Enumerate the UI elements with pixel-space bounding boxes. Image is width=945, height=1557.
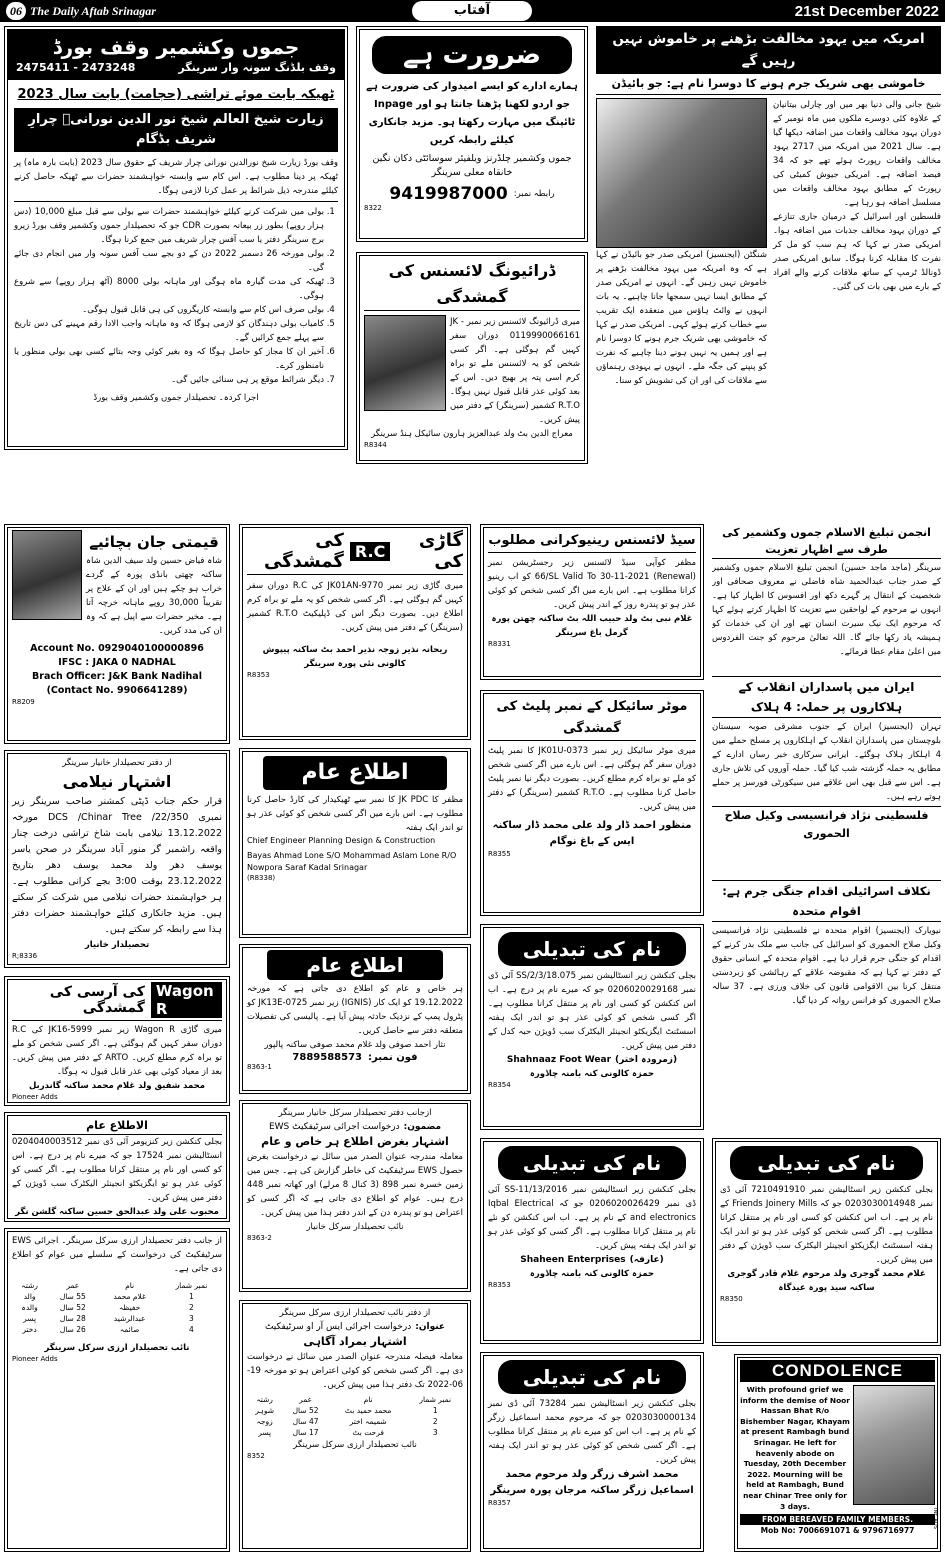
ad-code: R;8336	[12, 952, 38, 960]
dl-photo	[364, 315, 446, 411]
page-header	[0, 0, 945, 22]
waqf-condition: 7. دیگر شرائط موقع پر ہی سنائی جائیں گی۔	[14, 373, 324, 387]
issue-date: 21st December 2022	[794, 2, 939, 20]
wagonr-body: میری گاڑی Wagon R زیر نمبر JK16-5999 کی R.C دوران سفر کہیں گم ہوگئی ہے۔ اگر کسی شخص کو ملے تو براہ کرم مطلع کریں۔ ARTO کے دفتر میں پیش کریں۔ بعد از معیاد کوئی بھی عذر قابل قبول نہ ہوگا۔	[12, 1025, 222, 1077]
israel-headline: نکلاف اسرائیلی اقدام جنگی جرم ہے: اقوام متحدہ	[712, 881, 941, 922]
table-cell: نمبر شمار	[419, 1395, 452, 1404]
numberplate-body: میری موٹر سائیکل زیر نمبر JK01U-0373 کا نمبر پلیٹ دوران سفر گم ہوگئی ہے۔ اس بارے میں اگر کسی شخص کو ملے تو براہ کرم مطلع کریں۔ بصورت دیگر نیا نمبر پلیٹ حاصل کرنا مطلوب ہے۔ R.T.O کشمیر (سرینگر) کے دفتر میں پیش کریں۔	[488, 746, 696, 812]
small-ews-sign: نائب تحصیلدار ارزی سرکل سرینگر	[44, 1343, 190, 1353]
naam-ad-2	[480, 1138, 704, 1344]
iran-headline: ایران میں پاسداران انقلاب کے ہلاکاروں پر حملہ: 4 ہلاک	[712, 677, 941, 718]
waqf-notice-1: ٹھیکہ بابت موئے تراشی (حجامت) بابت سال 2023	[17, 87, 335, 102]
naam-ad-3	[712, 1138, 941, 1346]
qeemti-branch: Brach Officer: J&K Bank Nadihal	[32, 671, 202, 682]
naam1-shop-urdu: (زمرودہ اختر)	[615, 1055, 678, 1065]
paper-name: The Daily Aftab Srinagar	[30, 3, 156, 18]
neelami-office: از دفتر تحصیلدار خانیار سرینگر	[62, 758, 172, 768]
qeemti-ad	[4, 524, 230, 744]
qeemti-account: Account No. 0929040100000896	[30, 643, 204, 654]
naam2-shop: Shaheen Enterprises	[520, 1255, 626, 1265]
condolence-body: With profound grief we inform the demise of Noor Hassan Bhat R/o Bishember Nagar, Khayam at present Rambagh bund Srinagar. He left for heavenly abode on Tuesday, 20th December 2022. Mourning will be held at Rambagh, Bund near Chinar Tree only for 3 days.	[740, 1385, 850, 1511]
ittela3-title: الاطلاع عام	[12, 1118, 222, 1135]
waqf-sign: اجرا کردہ۔ تحصیلدار جموں وکشمیر وقف بورڈ	[93, 393, 259, 403]
ad-code: R8331	[488, 640, 511, 648]
zaroorat-body: ہمارے ادارے کو ایسے امیدوار کی ضرورت ہے جو اردو لکھنا پڑھنا جانتا ہو اور Inpage ٹائپنگ میں مہارت رکھتا ہو۔ مزید جانکاری کیلئے رابطہ کریں	[366, 81, 578, 146]
iran-body: تہران (ایجنسیز) ایران کے جنوب مشرقی صوبہ سیستان بلوچستان میں پاسداران انقلاب کے اہلکاروں پر مسلح حملے میں 4 اہلکار ہلاک ہوگئے۔ ایرانی سرکاری خبر رساں ادارے کے مطابق یہ حملہ گزشتہ شب کیا گیا۔ حملہ آوروں کی تلاش جاری ہے۔ اس سے قبل بھی اس علاقے میں سیکورٹی فورسز پر حملے ہوتے رہے ہیں۔	[712, 722, 941, 802]
ews-ad	[239, 1100, 471, 1292]
table-cell: 28 سال	[59, 1314, 86, 1323]
small-ews-table	[12, 1280, 222, 1335]
table-cell: عمر	[299, 1395, 313, 1404]
table-cell: 47 سال	[292, 1417, 319, 1426]
ittela1-dept: Chief Engineer Planning Design & Construction	[247, 836, 436, 845]
header-left	[6, 2, 156, 20]
ad-code: R8353	[488, 1281, 511, 1289]
table-cell: فرحت بٹ	[352, 1428, 384, 1437]
waqf-subtitle: وقف بلڈنگ سونہ وار سرینگر	[178, 61, 336, 74]
table-cell: غلام محمد	[113, 1292, 146, 1301]
ad-code: R8350	[720, 1295, 743, 1303]
table-cell: والد	[23, 1292, 36, 1301]
rc-body: میری گاڑی زیر نمبر JK01AN-9770 کی R.C دوران سفر کہیں گم ہوگئی ہے۔ اگر کسی شخص کو یہ ملے تو براہ کرم اطلاع دیں۔ بصورت دیگر اس کی ڈپلیکیٹ R.T.O کشمیر (سرینگر) کے دفتر میں پیش کریں۔	[247, 581, 463, 633]
numberplate-title: موٹر سائیکل کے نمبر پلیٹ کی گمشدگی	[488, 696, 696, 741]
neelami-title: اشتہار نیلامی	[62, 772, 172, 791]
israel-news	[712, 880, 941, 1060]
ittela3-body: بجلی کنکشن زیر کنزیومر آئی ڈی نمبر 0204040003512 انسٹالیشن نمبر 17524 جو کہ میرے نام پر درج ہے۔ اس کو کسی اور نام پر منتقل کرانا مطلوب ہے۔ اگر کسی کو کوئی عذر ہو تو ایگزیکٹو انجینئر الیکٹرک سب ڈویژن کے دفتر میں پیش کریں۔	[12, 1137, 222, 1203]
ittela2-body: ہر خاص و عام کو اطلاع دی جاتی ہے کہ مورخہ 19.12.2022 کو ایک کار (IGNIS) زیر نمبر JK13E-0725 کو پٹرول پمپ کے نزدیک حادثہ پیش آیا ہے۔ پالیسی کی تفصیلات متعلقہ دفتر سے حاصل کریں۔	[247, 984, 463, 1036]
table-cell: شمیمہ اختر	[349, 1417, 387, 1426]
ittela2-phone-label: فون نمبر:	[368, 1052, 418, 1063]
rc-title-latin: R.C	[350, 542, 390, 561]
naam1-sign: حمزہ کالونی کنہ بامنہ چاڈورہ	[529, 1069, 655, 1079]
ittela2-sign: نثار احمد صوفی ولد غلام محمد صوفی ساکنہ پالپور	[264, 1040, 446, 1050]
usa-subhead: خاموشی بھی شریک جرم ہونے کا دوسرا نام ہے: جو بائیڈن	[596, 74, 941, 95]
usa-news	[596, 26, 941, 464]
wagonr-ad	[4, 976, 230, 1106]
condolence-code: INF. ADS	[932, 1508, 938, 1529]
table-cell: شوہر	[255, 1406, 274, 1415]
rc-title-urdu: گاڑی کی	[418, 530, 463, 572]
naam2-shop-urdu: (عارفہ)	[629, 1255, 664, 1265]
table-cell: نام	[125, 1281, 135, 1290]
rc-sign: ریحانہ نذیر زوجہ نذیر احمد بٹ ساکنہ پیپوش کالونی نئی پورہ سرینگر	[262, 645, 448, 669]
table-cell: 55 سال	[59, 1292, 86, 1301]
ews-title: اشتہار بغرض اطلاع ہر خاص و عام	[261, 1135, 449, 1148]
ad-code: R8353	[247, 671, 270, 679]
ittela-ad-1	[239, 748, 471, 938]
dl-title: ڈرائیونگ لائسنس کی گمشدگی	[364, 258, 580, 311]
naam1-title: نام کی تبدیلی	[498, 932, 686, 966]
table-cell: زوجہ	[256, 1417, 273, 1426]
naam3-title: نام کی تبدیلی	[730, 1146, 923, 1180]
ittela1-title: اطلاع عام	[263, 756, 447, 790]
naam2-body: بجلی کنکشن زیر انسٹالیشن نمبر SS-11/13/2016 آئی ڈی نمبر 0206020026429 جو کہ Iqbal Electrical and electronics کے نام پر ہے۔ اب اس کنکشن کو نئے نام پر منتقل کرانا مطلوب ہے۔ اگر کسی کو کوئی عذر ہو تو اندر ایک ہفتہ پیش کریں۔	[488, 1185, 696, 1251]
naam4-body: بجلی کنکشن زیر انسٹالیشن نمبر 73284 آئی ڈی نمبر 0203030000134 جو کہ مرحوم محمد اسماعیل زرگر کے نام پر ہے۔ اب اس کو میرے نام پر منتقل کرانا مطلوب ہے۔ اگر کسی شخص کو کوئی عذر ہو تو اندر ایک ہفتہ پیش کریں۔	[488, 1399, 696, 1465]
israel-body: نیویارک (ایجنسیز) اقوام متحدہ نے فلسطینی نژاد فرانسیسی وکیل صلاح الحموری کو اسرائیل کی جانب سے ملک بدر کرنے کے اقدام کو جنگی جرم قرار دیا ہے۔ اقوام متحدہ کے انسانی حقوق کے دفتر نے کہا ہے کہ مقبوضہ علاقے کے رہائشی کو زبردستی منتقل کرنا بین الاقوامی قانون کی خلاف ورزی ہے۔ 37 سالہ صلاح الحموری کو فرانس روانہ کر دیا گیا۔	[712, 926, 941, 1006]
license-body: مظفر کوآپی سیڈ لائسنس زیر رجسٹریشن نمبر (Renewal) 66/SL Valid To 30-11-2021 کو اب رینیو کرانا مطلوب ہے۔ اس بارے میں اگر کسی شخص کو کوئی عذر ہو تو پندرہ روز کے اندر پیش کریں۔	[488, 558, 696, 610]
neelami-sign: تحصیلدار خانیار	[84, 940, 150, 950]
table-cell: 52 سال	[59, 1303, 86, 1312]
ews-sign: نائب تحصیلدار سرکل خانیار	[306, 1222, 404, 1232]
table-cell: عمر	[66, 1281, 80, 1290]
ittela2-phone: 7889588573	[292, 1052, 362, 1063]
naam-ad-4	[480, 1352, 704, 1552]
waqf-condition: 2. بولی مورخہ 26 دسمبر 2022 دن کے دو بجے سب آفس سونہ وار میں انجام دی جائے گی۔	[14, 247, 324, 275]
waqf-body: وقف بورڈ زیارت شیخ نورالدین نورانی چرار شریف کے حقوق سال 2023 (بابت بارہ ماہ) پر ٹھیکہ پر دینا مطلوب ہے۔ اس کام سے وابستہ خواہشمند حضرات سے ٹھیکہ حاصل کرنے کیلئے مندرجہ ذیل شرائط پر عمل کرنا لازمی ہوگا۔	[14, 158, 338, 196]
naam2-sign: حمزہ کالونی کنہ بامنہ چاڈورہ	[529, 1269, 655, 1279]
table-cell: نام	[363, 1395, 373, 1404]
waqf-condition: 6. آخیر ان کا مجاز کو حاصل ہوگا کہ وہ بغیر کوئی وجہ بتائے کسی بھی بولی منظور یا نامنظور کرے۔	[14, 345, 324, 373]
ad-code: R8355	[488, 850, 511, 858]
table-cell: 17 سال	[292, 1428, 319, 1437]
naam1-body: بجلی کنکشن زیر انسٹالیشن نمبر 075.SS/2/3/18 آئی ڈی نمبر 0206020029168 جو کہ میرے نام پر درج ہے۔ اب اس کنکشن کو کسی اور نام پر منتقل کرانا مطلوب ہے۔ اگر کسی شخص کو کوئی عذر ہو تو اندر ایک ہفتہ اسسٹنٹ ایگزیکٹو انجینئر الیکٹرک سب ڈویژن حبہ کدل کے دفتر میں پیش کریں۔	[488, 971, 696, 1051]
naam4-sign: محمد اشرف زرگر ولد مرحوم محمد اسماعیل زرگر ساکنہ مرجان پورہ سرینگر	[490, 1469, 694, 1496]
usa-col-1: شنگٹن (ایجنسیز) امریکی صدر جو بائیڈن نے کہا ہے کہ وہ امریکہ میں یہود مخالفت بڑھنے پر خاموش نہیں رہیں گے۔ انہوں نے امریکی صدر کے مطابق ایسا نہیں سمجھا جانا چاہیے۔ یہ بات انہوں نے وائٹ ہاؤس میں منعقدہ ایک تقریب سے خطاب کرتے ہوئے کہی۔ امریکی صدر نے کہا کہ خاموشی بھی شریک جرم ہونے کا دوسرا نام ہے اور ہمیں یہ نہیں ہونے دینا چاہیے کہ نفرت کو پنپنے کی جگہ ملے۔ انہوں نے یہودی رہنماؤں سے ملاقات کی اور ان کی تشویش کو سنا۔	[596, 250, 767, 386]
table-cell: صائمہ	[119, 1325, 140, 1334]
condolence-photo	[853, 1385, 935, 1505]
waqf-condition: 1. بولی میں شرکت کرنے کیلئے خواہشمند حضرات سے بولی سے قبل مبلغ 10,000 (دس ہزار روپے) بطور زر بیعانہ بصورت CDR جو کہ تحصیلدار جموں وکشمیر وقف بورڈ زیرو برج سرینگر دفتر یا سب آفس چرار شریف میں جمع کرنا ہوگا۔	[14, 205, 324, 247]
waqf-notice-2: زیارت شیخ العالم شیخ نور الدین نورانیؒ چرارِ شریف بڈگام	[14, 108, 338, 152]
waqf-ad	[4, 26, 348, 450]
page-number: 06	[6, 2, 26, 20]
ews2-title: اشتہار بمراد آگاہی	[303, 1335, 407, 1348]
tanzeem-body: سرینگر (ماجد ماجد حسین) انجمن تبلیغ الاسلام جموں وکشمیر کے صدر جناب عبدالحمید شاہ فاضلی نے معروف صحافی اور شخصیت کے انتقال پر گہرے دکھ اور افسوس کا اظہار کیا ہے۔ انہوں نے مرحوم کے لواحقین سے تعزیت کا اظہار کرتے ہوئے کہا کہ مرحوم ایک نیک سیرت انسان تھے اور ان کی خدمات کو ہمیشہ یاد رکھا جائے گا۔ اللہ تعالیٰ مرحوم کو جنت الفردوس میں اعلیٰ مقام عطا فرمائے۔	[712, 563, 941, 657]
table-cell: 26 سال	[59, 1325, 86, 1334]
table-cell: دختر	[22, 1325, 37, 1334]
ad-code: R8209	[12, 698, 35, 706]
iran-sub: فلسطینی نژاد فرانسیسی وکیل صلاح الحموری	[712, 806, 941, 843]
waqf-condition: 3. ٹھیکہ کی مدت گیارہ ماہ ہوگی اور ماہانہ بولی 8000 (آٹھ ہزار روپے) سے شروع ہوگی۔	[14, 275, 324, 303]
table-cell: 1	[432, 1406, 438, 1415]
license-renew-ad	[480, 524, 704, 680]
table-cell: حفیظہ	[119, 1303, 141, 1312]
ad-code: R8344	[364, 441, 387, 449]
table-cell: 52 سال	[292, 1406, 319, 1415]
ews2-table	[247, 1394, 463, 1438]
table-cell: محمد حمید بٹ	[344, 1406, 392, 1415]
biden-photo	[596, 98, 767, 248]
dl-ad	[356, 252, 588, 464]
dl-body: میری ڈرائیونگ لائسنس زیر نمبر JK - 0119990066161 دوران سفر کہیں گم ہوگئی ہے۔ اگر کسی شخص کو یہ لائسنس ملے تو براہ کرم اسی پتہ پر بھیج دیں۔ اس کے بعد کوئی عذر قابل قبول نہیں ہوگا۔ R.T.O کشمیر (سرینگر) کے دفتر میں پیش کریں۔	[450, 317, 580, 425]
wagonr-sign: محمد شفیق ولد غلام محمد ساکنہ گاندربل	[28, 1081, 206, 1091]
wagonr-title-latin: Wagon R	[151, 982, 222, 1018]
ews2-sign: نائب تحصیلدار ارزی سرکل سرینگر	[293, 1440, 417, 1450]
numberplate-sign: منظور احمد ڈار ولد علی محمد ڈار ساکنہ ایس کے باغ نوگام	[492, 820, 692, 847]
ad-code: 8322	[364, 204, 382, 212]
naam1-shop: Shahnaaz Foot Wear	[506, 1055, 612, 1065]
ews-subject: درخواست اجرائی سرٹیفکیٹ EWS	[268, 1122, 400, 1132]
waqf-conditions	[14, 205, 338, 387]
table-cell: رشتہ	[256, 1395, 273, 1404]
paper-logo: آفتاب	[412, 1, 532, 21]
qeemti-contact: (Contact No. 9906641289)	[46, 685, 188, 696]
table-cell: پسر	[23, 1314, 37, 1323]
ittela1-sign: Bayas Ahmad Lone S/O Mohammad Aslam Lone R/O Nowpora Saraf Kadal Srinagar	[247, 851, 457, 872]
tanzeem-title: انجمن تبلیغ الاسلام جموں وکشمیر کی طرف سے اظہار تعزیت	[712, 524, 941, 559]
ews2-body: معاملہ فیصلہ مندرجہ عنوان الصدر میں سائل نے درخواست دی ہے۔ اگر کسی شخص کو کوئی اعتراض ہو تو مورخہ 19-06-2022 تک دفتر ہذا میں پیش کریں۔	[247, 1352, 463, 1390]
ad-code: 8352	[247, 1452, 265, 1460]
usa-col-2: شیخ جانی والی دنیا بھر میں اور چارلی بیتانیان کے علاوہ کئی دوسرے ملکوں میں ماہ نومبر کے دوران یہود مخالف واقعات میں اضافہ دیکھا گیا ہے۔ سال 2021 میں امریکہ میں 2717 یہود مخالف واقعات رپورٹ ہوئے تھے جو کہ 34 فیصد اضافہ ہے۔ امریکی جیوش کمیٹی کی رپورٹ کے مطابق یہود مخالف واقعات میں مسلسل اضافہ ہو رہا ہے۔	[773, 100, 941, 208]
iran-news	[712, 676, 941, 876]
tanzeem-news	[712, 524, 941, 674]
qeemti-title: قیمتی جان بچائیے	[89, 533, 219, 551]
small-ews-ad	[4, 1228, 230, 1552]
ews-subject-label: مضمون:	[403, 1122, 442, 1132]
ad-code: R8354	[488, 1081, 511, 1089]
naam4-title: نام کی تبدیلی	[498, 1360, 686, 1394]
ittela-2	[239, 944, 471, 1094]
ad-code: 8363-2	[247, 1234, 272, 1242]
condolence-title: CONDOLENCE	[740, 1360, 935, 1382]
zaroorat-address: جموں وکشمیر چلڈرنز ویلفیئر سوسائٹی دکان نگین خانقاہ معلی سرینگر	[372, 153, 572, 178]
license-title: سیڈ لائسنس رینیوکرانی مطلوب	[488, 530, 696, 553]
waqf-title: جموں وکشمیر وقف بورڈ	[52, 35, 300, 59]
naam2-title: نام کی تبدیلی	[498, 1146, 686, 1180]
ittela-ad-3	[4, 1112, 230, 1222]
condolence-from: FROM BEREAVED FAMILY MEMBERS.	[740, 1514, 935, 1525]
table-cell: 3	[189, 1314, 194, 1323]
wagonr-title-urdu: کی آرسی کی گمشدگی	[49, 984, 145, 1016]
zaroorat-contact-label: رابطہ نمبر:	[513, 189, 555, 199]
ad-code: Pioneer Adds	[12, 1355, 58, 1363]
ews-body: معاملہ مندرجہ عنوان الصدر میں سائل نے درخواست بغرض حصول EWS سرٹیفکیٹ کی خاطر گزارش کی ہے۔ جس میں زمین خسرہ نمبر 898 (3 کنال 8 مرلے) اور کھاتہ نمبر 448 درج ہیں۔ عوام کو اطلاع دی جاتی ہے کہ اگر کسی کو اعتراض ہو تو پندرہ دن کے اندر دفتر ہذا میں پیش کریں۔	[247, 1152, 464, 1218]
waqf-phones: 2475411 - 2473248	[16, 61, 136, 74]
ews-office: ازجانب دفتر تحصیلدار سرکل خانیار سرینگر	[278, 1108, 432, 1118]
dl-sign: معراج الدین بٹ ولد عبدالعزیز ہارون سائیکل ہنڈ سرینگر	[371, 429, 573, 439]
usa-headline: امریکہ میں یہود مخالفت بڑھنے پر خاموش نہیں رہیں گے	[596, 26, 941, 74]
ad-code: Pioneer Adds	[12, 1093, 58, 1101]
neelami-ad	[4, 750, 230, 968]
rc-title-end: کی گمشدگی	[263, 530, 344, 572]
small-ews-body: از جانب دفتر تحصیلدار ارزی سرکل سرینگر۔ اجرائی EWS سرٹیفکیٹ کی درخواست کے سلسلے میں عوام کو اطلاع دی جاتی ہے۔	[12, 1236, 222, 1274]
zaroorat-contact: 9419987000	[389, 184, 508, 204]
table-cell: رشتہ	[21, 1281, 38, 1290]
table-cell: عبدالرشید	[113, 1314, 146, 1323]
table-cell: پسر	[258, 1428, 272, 1437]
naam3-body: بجلی کنکشن زیر انسٹالیشن نمبر 7210491910 آئی ڈی نمبر 0203030014948 جو کہ Friends Joinery Mills کے نام پر ہے۔ اب اس کنکشن کو کسی اور نام پر منتقل کرانا مطلوب ہے۔ اگر کسی شخص کو کوئی عذر ہو تو اندر ایک ہفتہ اسسٹنٹ ایگزیکٹو انجینئر الیکٹرک سب ڈویژن کے دفتر میں پیش کریں۔	[720, 1185, 934, 1265]
neelami-body: قرار حکم جناب ڈپٹی کمشنر صاحب سرینگر زیر نمبری DCS /Chinar Tree /22/350 مورخہ 13.12.2022 نیلامی بابت شاخ تراشی درخت چنار واقعہ راشمبر گر منور آباد سرینگر در صحن یاسر یوسف دھر ولد محمد یوسف دھر بتاریخ 23.12.2022 بوقت 3:00 بجے کرانی مطلوب ہے۔ ہر خواہشمند حضرات نیلامی میں شرکت کر سکتے ہیں۔ مزید جانکاری کیلئے خواہشمند حضرات دفتر ہذا سے رابطہ کر سکتے ہیں۔	[12, 796, 223, 935]
ittela1-body: مظفر کا JK PDC کا نمبر سے ٹھیکیدار کی کارڈ حاصل کرنا مطلوب ہے۔ اس بارے میں اگر کسی شخص کو کوئی عذر ہو تو اندر ایک ہفتہ	[247, 795, 464, 833]
table-cell: والدہ	[21, 1303, 38, 1312]
ews2-subject: درخواست اجرائی ایس آر او سرٹیفکیٹ	[264, 1322, 412, 1332]
usa-col-3: فلسطین اور اسرائیل کے درمیان جاری تنازعے کے دوران یہود مخالف جذبات میں اضافہ ہوا۔ امریکی صدر نے کہا کہ ہم سب کو مل کر نفرت کا مقابلہ کرنا ہوگا۔ سابق امریکی صدر ڈونالڈ ٹرمپ کے ساتھ ملاقات کرنے والے افراد کے بارے میں بھی بات کی گئی۔	[773, 212, 941, 292]
table-cell: 1	[189, 1292, 194, 1301]
table-cell: 3	[432, 1428, 438, 1437]
ews2-office: از دفتر نائب تحصیلدار ارزی سرکل سرینگر	[279, 1308, 431, 1318]
qeemti-photo	[12, 530, 82, 620]
table-cell: 2	[432, 1417, 438, 1426]
waqf-condition: 5. کامیاب بولی دہندگان کو لازمی ہوگا کہ وہ ماہانہ واجب الادا رقم مہینے کی دس تاریخ سے پہلے جمع کرائیں گے۔	[14, 317, 324, 345]
condolence-mob: Mob No: 7006691071 & 9796716977	[760, 1526, 915, 1536]
table-cell: نمبر شمار	[175, 1281, 208, 1290]
qeemti-ifsc: IFSC : JAKA 0 NADHAL	[58, 657, 176, 668]
zaroorat-ad	[356, 26, 588, 242]
naam-ad-1	[480, 924, 704, 1130]
ad-code: (R8338)	[247, 874, 276, 882]
qeemti-body: شاہ فیاض حسین ولد سیف الدین شاہ ساکنہ چھتی بانڈی پورہ کے گردے خراب ہو چکے ہیں اور ان کے علاج پر تقریباً 30,000 روپے ماہانہ خرچہ آتا ہے۔ مخیر حضرات سے اپیل ہے کہ وہ ان کی مدد کریں۔	[86, 556, 222, 636]
rc-ad	[239, 524, 471, 740]
table-cell: 4	[189, 1325, 194, 1334]
ittela2-title: اطلاع عام	[267, 950, 443, 980]
condolence-ad	[734, 1354, 941, 1552]
waqf-condition: 4. بولی صرف اس کام سے وابستہ کاریگروں کی ہی قابل قبول ہوگی۔	[14, 303, 324, 317]
ad-code: 8363-1	[247, 1063, 272, 1071]
ews2-ad	[239, 1300, 471, 1552]
ews2-subject-label: عنوان:	[415, 1322, 446, 1332]
license-sign: غلام نبی بٹ ولد حبیب اللہ بٹ ساکنہ چھتن پورہ گرمل باغ سرینگر	[491, 614, 693, 638]
ittela3-sign: محبوب علی ولد عبدالحق حسین ساکنہ گلشن نگر	[15, 1207, 219, 1217]
table-cell: 2	[189, 1303, 194, 1312]
numberplate-ad	[480, 690, 704, 916]
naam3-sign: غلام محمد گوجری ولد مرحوم غلام قادر گوجری ساکنہ سید پورہ عیدگاہ	[727, 1269, 926, 1293]
zaroorat-title: ضرورت ہے	[372, 36, 572, 74]
ad-code: R8357	[488, 1499, 511, 1507]
